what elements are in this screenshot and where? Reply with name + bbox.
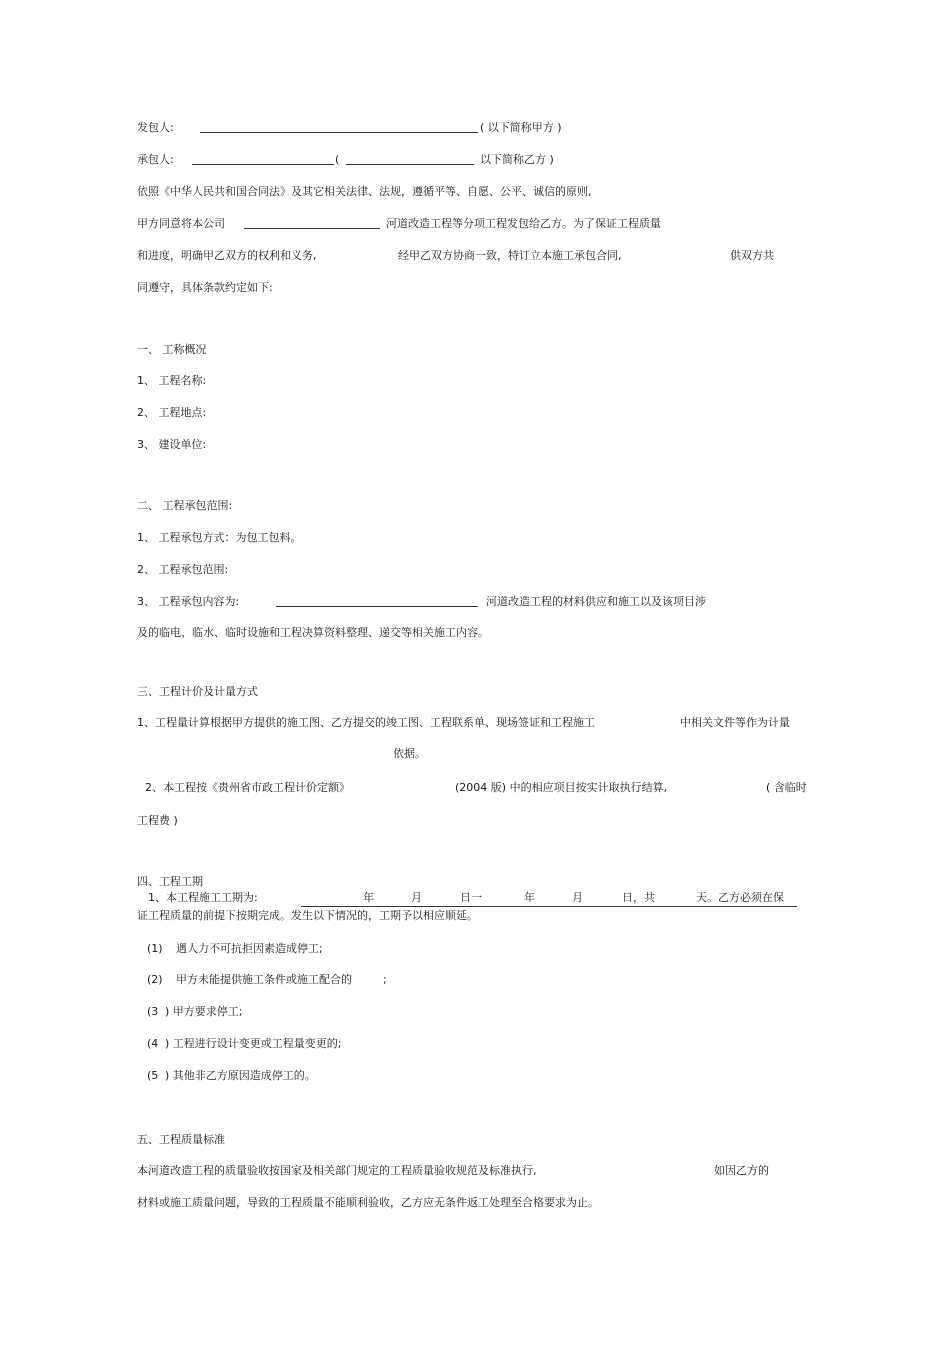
s4-period-underline — [301, 906, 797, 907]
s4-day-2: 日，共 — [622, 891, 655, 904]
s3-item-2b: (2004 版) 中的相应项目按实计取执行结算, — [455, 781, 668, 794]
s4-month-1: 月 — [411, 891, 422, 904]
s4-cond-2-num: (2) — [147, 973, 163, 986]
s4-cond-5-num: (5 — [147, 1069, 159, 1082]
s1-item-2: 2、 工程地点: — [137, 406, 207, 419]
employer-blank — [200, 121, 478, 133]
contractor-label: 承包人: — [137, 153, 174, 166]
employer-label: 发包人: — [137, 121, 174, 134]
s4-cond-4-num: (4 — [147, 1037, 159, 1050]
s3-item-2d: 工程费 ) — [137, 814, 178, 827]
intro-line-2b: 河道改造工程等分项工程发包给乙方。为了保证工程质量 — [386, 217, 661, 230]
section-1-title: 一、 工称概况 — [137, 343, 207, 356]
s5-para-2: 材料或施工质量问题，导致的工程质量不能顺利验收，乙方应无条件返工处理至合格要求为止。 — [137, 1196, 599, 1209]
section-3-title: 三、工程计价及计量方式 — [137, 685, 258, 698]
s4-day-1: 日一 — [460, 891, 482, 904]
section-2-title: 二、 工程承包范围: — [137, 499, 233, 512]
s4-month-2: 月 — [572, 891, 583, 904]
s4-cond-2-end: ; — [383, 973, 387, 986]
scope-blank — [276, 595, 478, 607]
s4-cond-1: 遇人力不可抗拒因素造成停工; — [176, 942, 323, 955]
contractor-suffix: 以下简称乙方 ) — [480, 153, 554, 166]
s3-item-2c: ( 含临时 — [766, 781, 807, 794]
s4-cond-3-num: (3 — [147, 1005, 159, 1018]
s5-para-1b: 如因乙方的 — [714, 1164, 769, 1177]
s4-line-2: 证工程质量的前提下按期完成。发生以下情况的，工期予以相应顺延。 — [137, 909, 478, 922]
s4-cond-2: 甲方未能提供施工条件或施工配合的 — [176, 973, 352, 986]
s2-item-1: 1、 工程承包方式：为包工包料。 — [137, 531, 302, 544]
employer-line — [137, 121, 174, 135]
contractor-line — [137, 153, 174, 167]
s5-para-1a: 本河道改造工程的质量验收按国家及相关部门规定的工程质量验收规范及标准执行, — [137, 1164, 537, 1177]
section-4-title: 四、工程工期 — [137, 875, 203, 888]
s4-days: 天。乙方必须在保 — [696, 891, 784, 904]
employer-suffix: ( 以下简称甲方 ) — [480, 121, 562, 134]
s4-year-2: 年 — [524, 891, 535, 904]
s4-period-label: 1、本工程施工工期为: — [148, 891, 258, 904]
intro-line-3b: 经甲乙双方协商一致，特订立本施工承包合同, — [398, 249, 622, 262]
s4-cond-5: ) 其他非乙方原因造成停工的。 — [165, 1069, 316, 1082]
intro-line-1: 依照《中华人民共和国合同法》及其它相关法律、法规，遵循平等、自愿、公平、诚信的原则, — [137, 185, 592, 198]
s1-item-1: 1、 工程名称: — [137, 374, 207, 387]
section-5-title: 五、工程质量标准 — [137, 1133, 225, 1146]
intro-line-3c: 供双方共 — [730, 249, 774, 262]
s2-item-2: 2、 工程承包范围: — [137, 563, 229, 576]
s2-item-3b: 河道改造工程的材料供应和施工以及该项目涉 — [486, 595, 706, 608]
contractor-blank — [192, 153, 334, 165]
intro-line-3a: 和进度，明确甲乙双方的权利和义务, — [137, 249, 317, 262]
contractor-paren: ( — [335, 153, 340, 166]
intro-line-4: 同遵守，具体条款约定如下: — [137, 281, 273, 294]
s3-item-2a: 2、本工程按《贵州省市政工程计价定额》 — [145, 781, 350, 794]
s4-cond-4: ) 工程进行设计变更或工程量变更的; — [165, 1037, 342, 1050]
s2-item-3a: 3、 工程承包内容为: — [137, 595, 240, 608]
s3-item-1b: 中相关文件等作为计量 — [680, 716, 790, 729]
s3-item-1c: 依据。 — [393, 747, 426, 760]
s1-item-3: 3、 建设单位: — [137, 438, 207, 451]
s4-cond-1-num: (1) — [147, 942, 163, 955]
s2-item-3c: 及的临电、临水、临时设施和工程决算资料整理、递交等相关施工内容。 — [137, 626, 489, 639]
intro-line-2a: 甲方同意将本公司 — [137, 217, 225, 230]
s4-cond-3: ) 甲方要求停工; — [165, 1005, 243, 1018]
s4-year-1: 年 — [363, 891, 374, 904]
project-name-blank — [244, 217, 380, 229]
contractor-blank-2 — [346, 153, 474, 165]
s3-item-1a: 1、工程量计算根据甲方提供的施工图、乙方提交的竣工图、工程联系单、现场签证和工程施工 — [137, 716, 595, 729]
